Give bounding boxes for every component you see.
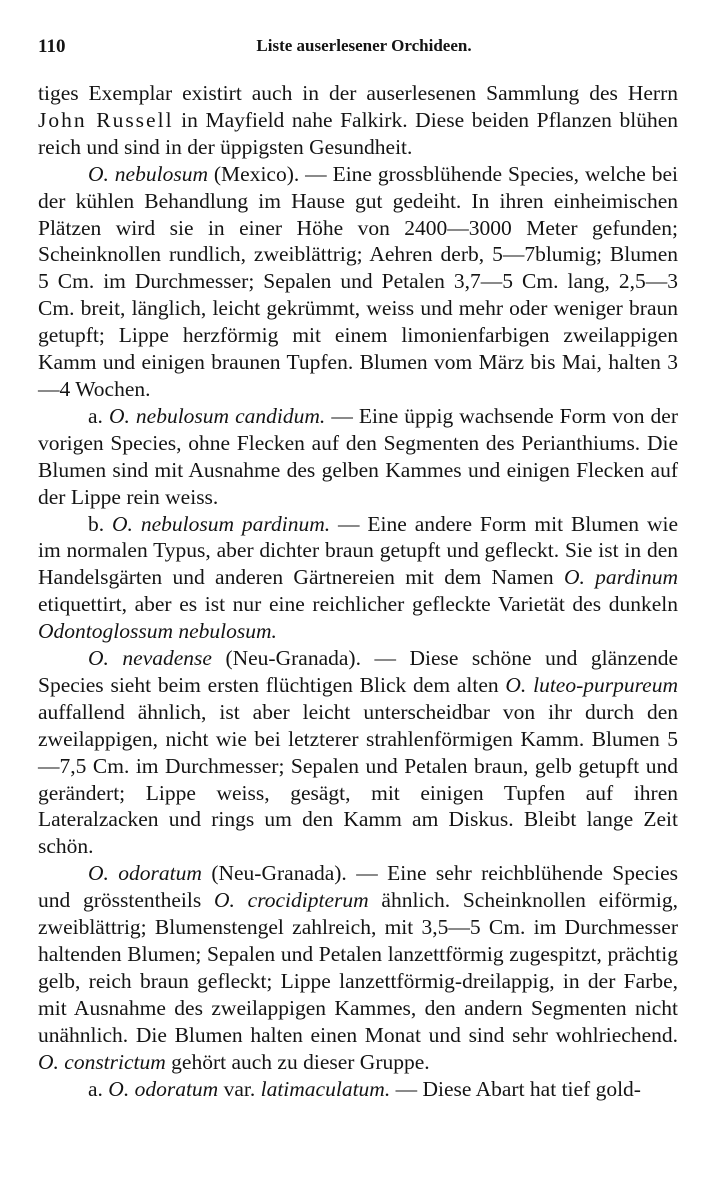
italic-taxon-name: O. nebulosum: [88, 161, 208, 186]
spaced-name: John Russell: [38, 107, 174, 132]
italic-taxon-name: O. odoratum: [88, 861, 202, 886]
text-run: a.: [88, 1076, 109, 1101]
italic-taxon-name: O. pardinum: [563, 565, 678, 590]
italic-taxon-name: O. nebulosum candidum.: [108, 403, 326, 428]
text-run: (Neu-Granada). — Eine sehr reichblühende Species und grösstentheils: [38, 861, 678, 913]
paragraph: [38, 403, 678, 511]
paragraph: [38, 645, 678, 860]
text-run: auffallend ähnlich, ist aber leicht unterscheidbar von ihr durch den zweilappigen, nicht wie bei letzterer strahlenförmigen Kamm. Blumen 5—7,5 Cm. im Durchmesser; Sepalen und Petalen braun, gelb getupft und gerändert; Lippe weiss, gesägt, mit einigen Tupfen auf ihren Lateralzacken und rings um den Kamm am Diskus. Bleibt lange Zeit schön.: [38, 699, 678, 859]
italic-taxon-name: O. nevadense: [88, 646, 212, 671]
paragraph: [38, 860, 678, 1075]
page-number: 110: [38, 36, 66, 57]
text-run: in Mayfield nahe Falkirk. Diese beiden Pflanzen blühen reich und sind in der üppigsten Gesundheit.: [38, 107, 678, 159]
paragraph: [38, 80, 678, 161]
text-run: (Mexico). — Eine grossblühende Species, welche bei der kühlen Behandlung im Hause gut gedeiht. In ihren einheimischen Plätzen wird sie in einer Höhe von 2400—3000 Meter gefunden; Scheinknollen rundlich, zweiblättrig; Aehren derb, 5—7blumig; Blumen 5 Cm. im Durchmesser; Sepalen und Petalen 3,7—5 Cm. lang, 2,5—3 Cm. breit, länglich, leicht gekrümmt, weiss und mehr oder weniger braun getupft; Lippe herzförmig mit einem limonienfarbigen zweilappigen Kamm und einigen braunen Tupfen. Blumen vom März bis Mai, halten 3—4 Wochen.: [38, 161, 679, 401]
italic-taxon-name: latimaculatum.: [260, 1076, 391, 1101]
text-run: b.: [88, 511, 113, 536]
paragraph: [38, 161, 678, 403]
text-run: — Eine andere Form mit Blumen wie im normalen Typus, aber dichter braun getupft und gefleckt. Sie ist in den Handelsgärten und anderen Gärtnereien mit dem Namen: [38, 511, 678, 590]
italic-taxon-name: O. nebulosum pardinum.: [112, 511, 331, 536]
italic-taxon-name: O. crocidipterum: [214, 888, 369, 913]
body-text: [38, 80, 678, 1102]
italic-taxon-name: Odontoglossum nebulosum.: [38, 619, 277, 644]
paragraph: [38, 511, 678, 646]
text-run: a.: [88, 403, 109, 428]
italic-taxon-name: O. constrictum: [38, 1049, 166, 1074]
text-run: ähnlich. Scheinknollen eiförmig, zweiblättrig; Blumenstengel zahlreich, mit 3,5—5 Cm. im Durchmesser haltenden Blumen; Sepalen und Petalen lanzettförmig zugespitzt, prächtig gelb, reich braun gefleckt; Lippe lanzettförmig-dreilappig, in der Farbe, mit Ausnahme des zweilappigen Kammes, den andern Segmenten nicht unähnlich. Die Blumen halten einen Monat und sind sehr wohlriechend.: [38, 888, 678, 1047]
italic-taxon-name: O. odoratum: [108, 1076, 219, 1101]
text-run: gehört auch zu dieser Gruppe.: [165, 1049, 430, 1074]
text-run: (Neu-Granada). — Diese schöne und glänzende Species sieht beim ersten flüchtigen Blick dem alten: [38, 646, 678, 697]
text-run: var.: [218, 1076, 261, 1101]
text-run: etiquettirt, aber es ist nur eine reichlicher gefleckte Varietät des dunkeln: [38, 592, 678, 617]
italic-taxon-name: O. luteo-purpureum: [505, 672, 678, 697]
text-run: — Diese Abart hat tief gold-: [390, 1076, 641, 1101]
running-title: Liste auserlesener Orchideen.: [256, 36, 472, 55]
text-run: tiges Exemplar existirt auch in der auserlesenen Sammlung des Herrn: [38, 81, 678, 105]
text-run: — Eine üppig wachsende Form von der vorigen Species, ohne Flecken auf den Segmenten des Perianthiums. Die Blumen sind mit Ausnahme des gelben Kammes und einigen Flecken auf der Lippe rein weiss.: [38, 403, 679, 509]
paragraph: [38, 1076, 678, 1103]
